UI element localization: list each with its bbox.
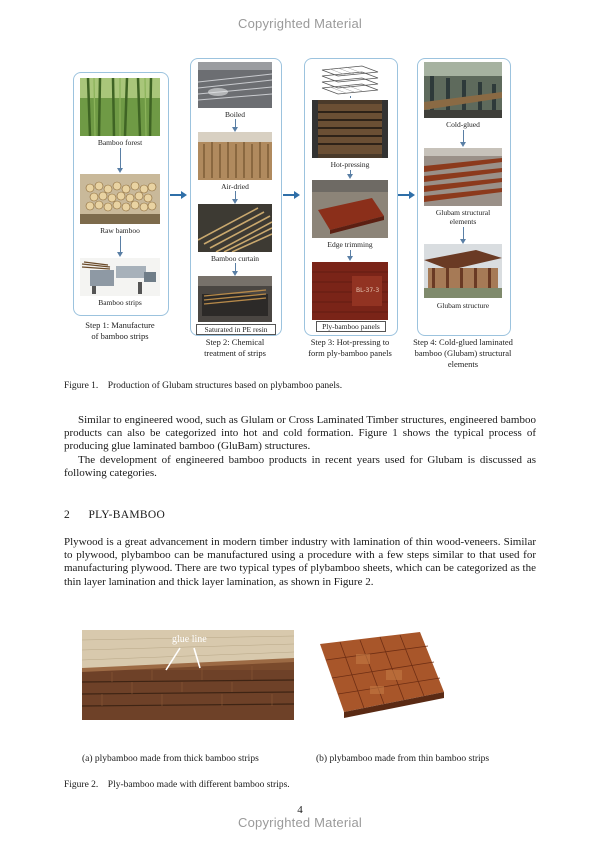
page-number: 4 [297,804,303,816]
label-saturated-resin: Saturated in PE resin [196,324,276,335]
thin-plybamboo-photo [316,630,448,720]
label-bamboo-curtain: Bamboo curtain [210,254,260,263]
label-ply-bamboo-panels: Ply-bamboo panels [316,321,386,332]
watermark-top: Copyrighted Material [238,16,362,31]
cold-glued-photo [424,62,502,118]
label-hot-pressing: Hot-pressing [330,160,370,169]
right-arrow-icon [170,190,188,200]
svg-text:BL-37-3: BL-37-3 [356,287,380,294]
label-bamboo-forest: Bamboo forest [97,138,143,147]
down-arrow-icon [347,256,353,261]
arrow-line [120,236,121,252]
step2-caption-line2: treatment of strips [204,348,266,358]
boiled-photo [198,62,272,108]
label-glubam-structure: Glubam structure [436,301,490,310]
glubam-structure-photo [424,244,502,298]
arrow-line [463,227,464,239]
label-glubam-structural: Glubam structural [435,208,491,217]
label-cold-glued: Cold-glued [446,120,480,129]
paragraph-2: The development of engineered bamboo products in recent years used for Glubam is discussed as following categories. [64,454,536,480]
right-arrow-icon [283,190,301,200]
label-bamboo-strips: Bamboo strips [98,298,142,307]
section-number: 2 [64,509,71,521]
label-edge-trimming: Edge trimming [327,240,373,249]
bamboo-strips-machine-photo [80,258,160,296]
bamboo-forest-photo [80,78,160,136]
watermark-bottom: Copyrighted Material [238,815,362,830]
saturated-resin-photo [198,276,272,322]
ply-bamboo-panels-photo [312,262,388,320]
section-title: PLY-BAMBOO [88,509,166,521]
paragraph-3: Plywood is a great advancement in modern timber industry with lamination of thin wood-veneers. Similar to plywood, plybamboo can be manufactured using a procedure with a few steps similar to that used for manufacturing plywood. There are two typical types of plybamboo sheets, which can be categorized as the thin layer lamination and thick layer lamination, as shown in Figure 2. [64,536,536,588]
figure2-caption: Figure 2. Ply-bamboo made with different bamboo strips. [64,780,290,790]
label-elements: elements [449,217,477,226]
step4-caption-line1: Step 4: Cold-glued laminated [413,337,513,347]
hot-pressing-photo [312,100,388,158]
arrow-line [235,263,236,271]
figure2-subcaption-b: (b) plybamboo made from thin bamboo strips [316,754,490,764]
raw-bamboo-photo [80,174,160,224]
label-raw-bamboo: Raw bamboo [100,226,140,235]
figure2-subcaption-a: (a) plybamboo made from thick bamboo strips [82,754,259,764]
section-heading [64,509,165,521]
arrow-line [235,119,236,127]
arrow-line [463,130,464,142]
layered-panels-sketch [312,62,388,96]
step1-caption-line2: of bamboo strips [91,331,149,341]
right-arrow-icon [398,190,416,200]
step1-caption-line1: Step 1: Manufacture [85,320,155,330]
down-arrow-icon [117,168,123,173]
step3-caption [296,337,404,359]
glue-line-label: glue line [172,634,207,645]
down-arrow-icon [460,142,466,147]
arrow-line [350,96,351,98]
edge-trimming-photo [312,180,388,238]
step4-caption [404,337,522,370]
bamboo-curtain-photo [198,204,272,252]
paragraph-1: Similar to engineered wood, such as Glulam or Cross Laminated Timber structures, engineered bamboo products can also be categorized into hot and cold formation. Figure 1 shows the typical process of producing glue laminated bamboo (GluBam) structures. [64,414,536,453]
step2-caption [185,337,285,359]
arrow-line [120,148,121,168]
down-arrow-icon [347,174,353,179]
label-air-dried: Air-dried [221,182,249,191]
step4-caption-line2: bamboo (Glubam) structural [414,348,512,358]
label-boiled: Boiled [225,110,245,119]
figure1-caption: Figure 1. Production of Glubam structures based on plybamboo panels. [64,381,343,391]
step1-caption [70,320,170,342]
step3-caption-line2: form ply-bamboo panels [308,348,392,358]
air-dried-photo [198,132,272,180]
step4-caption-line3: elements [447,359,479,369]
glubam-elements-photo [424,148,502,206]
arrow-line [235,191,236,199]
down-arrow-icon [117,252,123,257]
step3-caption-line1: Step 3: Hot-pressing to [310,337,390,347]
step2-caption-line1: Step 2: Chemical [205,337,265,347]
